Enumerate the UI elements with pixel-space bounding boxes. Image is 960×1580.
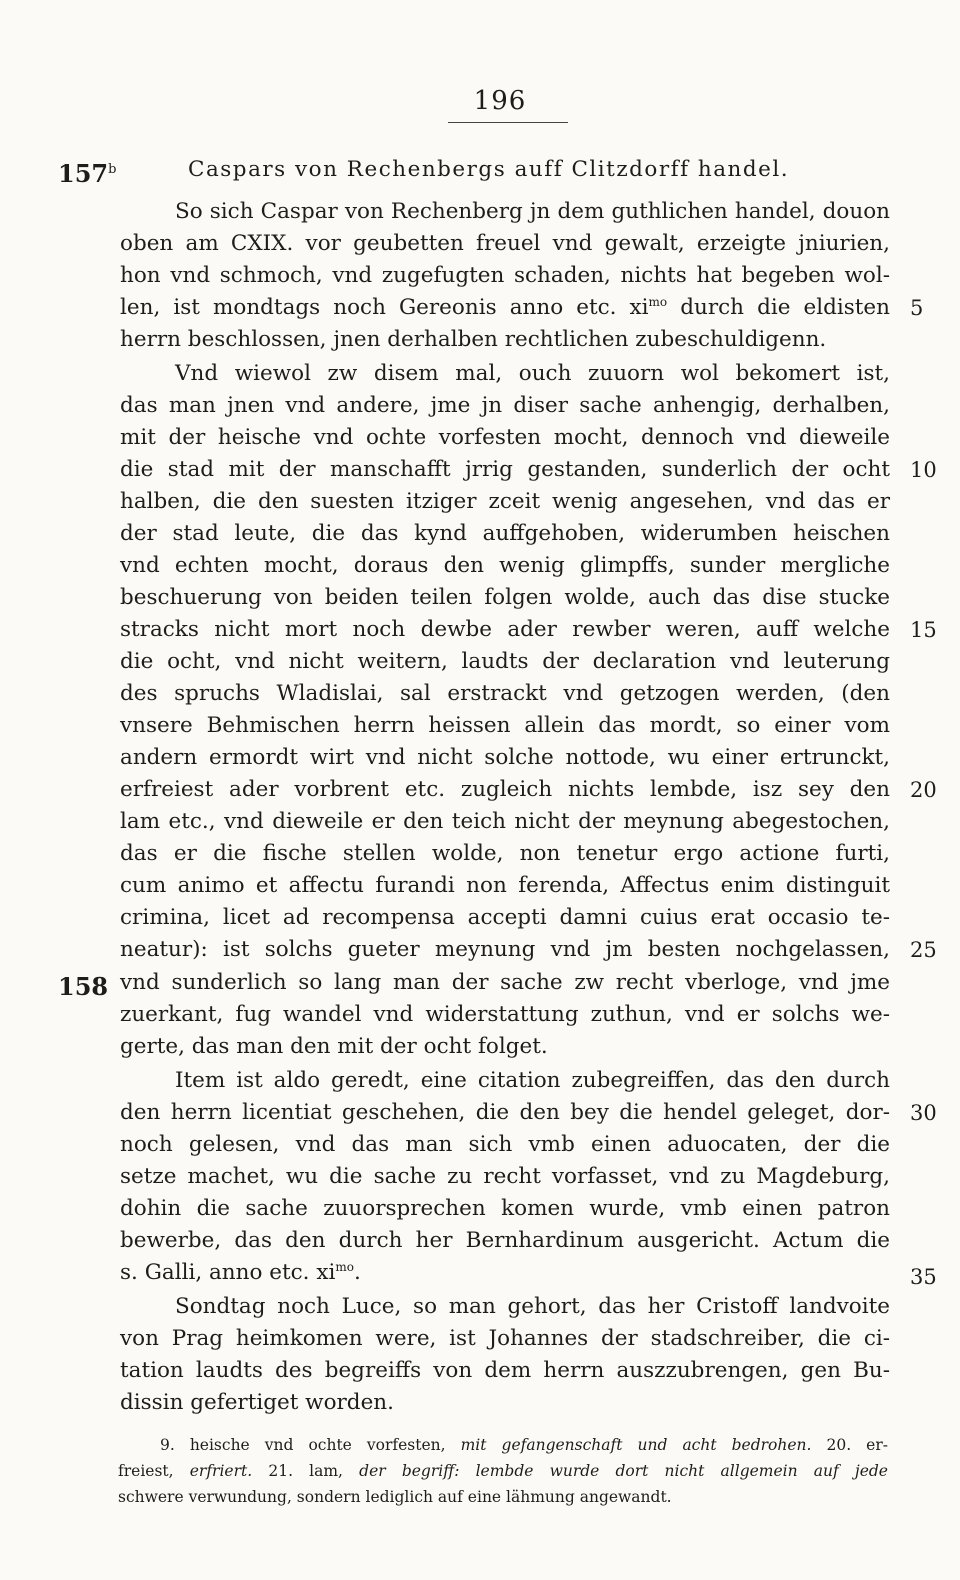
text-line: den herrn licentiat geschehen, die den bey die hendel geleget, dor- <box>120 1100 890 1125</box>
text-line: gerte, das man den mit der ocht folget. <box>120 1034 548 1059</box>
text-line: halben, die den suesten itziger zceit wenig angesehen, vnd das er <box>120 489 890 514</box>
text-line: von Prag heimkomen were, ist Johannes der stadschreiber, die ci- <box>120 1326 890 1351</box>
text-line: vnd echten mocht, doraus den wenig glimpffs, sunder mergliche <box>120 553 890 578</box>
line-number-15: 15 <box>910 618 937 642</box>
text-line: die ocht, vnd nicht weitern, laudts der declaration vnd leuterung <box>120 649 890 674</box>
text-line: beschuerung von beiden teilen folgen wolde, auch das dise stucke <box>120 585 890 610</box>
line-number-10: 10 <box>910 458 937 482</box>
line-number-30: 30 <box>910 1101 937 1125</box>
text-line: stracks nicht mort noch dewbe ader rewber weren, auff welche <box>120 617 890 642</box>
text-line: len, ist mondtags noch Gereonis anno etc. $xi^{mo}$ durch die eldisten <box>120 294 891 320</box>
text-line: zuerkant, fug wandel vnd widerstattung zuthun, vnd er solchs we- <box>120 1002 890 1027</box>
text-line: hon vnd schmoch, vnd zugefugten schaden, nichts hat begeben wol- <box>120 263 890 288</box>
text-line: das man jnen vnd andere, jme jn diser sache anhengig, derhalben, <box>120 393 890 418</box>
text-line: das er die fische stellen wolde, non tenetur ergo actione furti, <box>120 841 890 866</box>
text-line: Vnd wiewol zw disem mal, ouch zuuorn wol bekomert ist, <box>175 361 890 386</box>
header-rule <box>448 122 568 123</box>
line-number-35: 35 <box>910 1265 937 1289</box>
text-line: noch gelesen, vnd das man sich vmb einen aduocaten, der die <box>120 1132 890 1157</box>
text-line: So sich Caspar von Rechenberg jn dem guthlichen handel, douon <box>175 199 890 224</box>
text-line: lam etc., vnd dieweile er den teich nicht der meynung abegestochen, <box>120 809 890 834</box>
text-line: des spruchs Wladislai, sal erstrackt vnd getzogen werden, (den <box>120 681 890 706</box>
text-line: der stad leute, die das kynd auffgehoben, widerumben heischen <box>120 521 890 546</box>
section-heading: Caspars von Rechenbergs auff Clitzdorff handel. <box>188 157 790 182</box>
footnote-line: schwere verwundung, sondern lediglich auf eine lähmung angewandt. <box>118 1488 672 1506</box>
text-line: crimina, licet ad recompensa accepti damni cuius erat occasio te- <box>120 905 890 930</box>
text-line: dohin die sache zuuorsprechen komen wurde, vmb einen patron <box>120 1196 890 1221</box>
text-line: andern ermordt wirt vnd nicht solche nottode, wu einer ertrunckt, <box>120 745 890 770</box>
text-line: mit der heische vnd ochte vorfesten mocht, dennoch vnd dieweile <box>120 425 890 450</box>
text-line: die stad mit der manschafft jrrig gestanden, sunderlich der ocht <box>120 457 890 482</box>
line-number-25: 25 <box>910 938 937 962</box>
text-line: setze machet, wu die sache zu recht vorfasset, vnd zu Magdeburg, <box>120 1164 890 1189</box>
text-line: Sondtag noch Luce, so man gehort, das her Cristoff landvoite <box>175 1294 890 1319</box>
text-line: bewerbe, das den durch her Bernhardinum ausgericht. Actum die <box>120 1228 890 1253</box>
footnote-line: 9. heische vnd ochte vorfesten, mit gefangenschaft und acht bedrohen. 20. er- <box>160 1436 888 1454</box>
text-line: s. Galli, anno etc. $xi^{mo}$. <box>120 1259 361 1285</box>
text-line: dissin gefertiget worden. <box>120 1390 394 1415</box>
line-number-5: 5 <box>910 296 924 320</box>
text-line: tation laudts des begreiffs von dem herrn auszzubrengen, gen Bu- <box>120 1358 890 1383</box>
text-line: neatur): ist solchs gueter meynung vnd jm besten nochgelassen, <box>120 937 890 962</box>
text-line: cum animo et affectu furandi non ferenda, Affectus enim distinguit <box>120 873 890 898</box>
folio-marker-157b: 157$^b$ <box>58 159 117 188</box>
text-line: Item ist aldo geredt, eine citation zubegreiffen, das den durch <box>175 1068 890 1093</box>
text-line: erfreiest ader vorbrent etc. zugleich nichts lembde, isz sey den <box>120 777 890 802</box>
page-number: 196 <box>473 86 527 116</box>
footnote-line: freiest, erfriert. 21. lam, der begriff: lembde wurde dort nicht allgemein auf jede <box>118 1462 888 1480</box>
line-number-20: 20 <box>910 778 937 802</box>
text-line: vnsere Behmischen herrn heissen allein das mordt, so einer vom <box>120 713 890 738</box>
text-line: herrn beschlossen, jnen derhalben rechtlichen zubeschuldigenn. <box>120 327 827 352</box>
text-line: oben am CXIX. vor geubetten freuel vnd gewalt, erzeigte jniurien, <box>120 231 890 256</box>
folio-marker-158: 158 <box>58 972 109 1001</box>
text-line: vnd sunderlich so lang man der sache zw recht vberloge, vnd jme <box>120 970 890 995</box>
